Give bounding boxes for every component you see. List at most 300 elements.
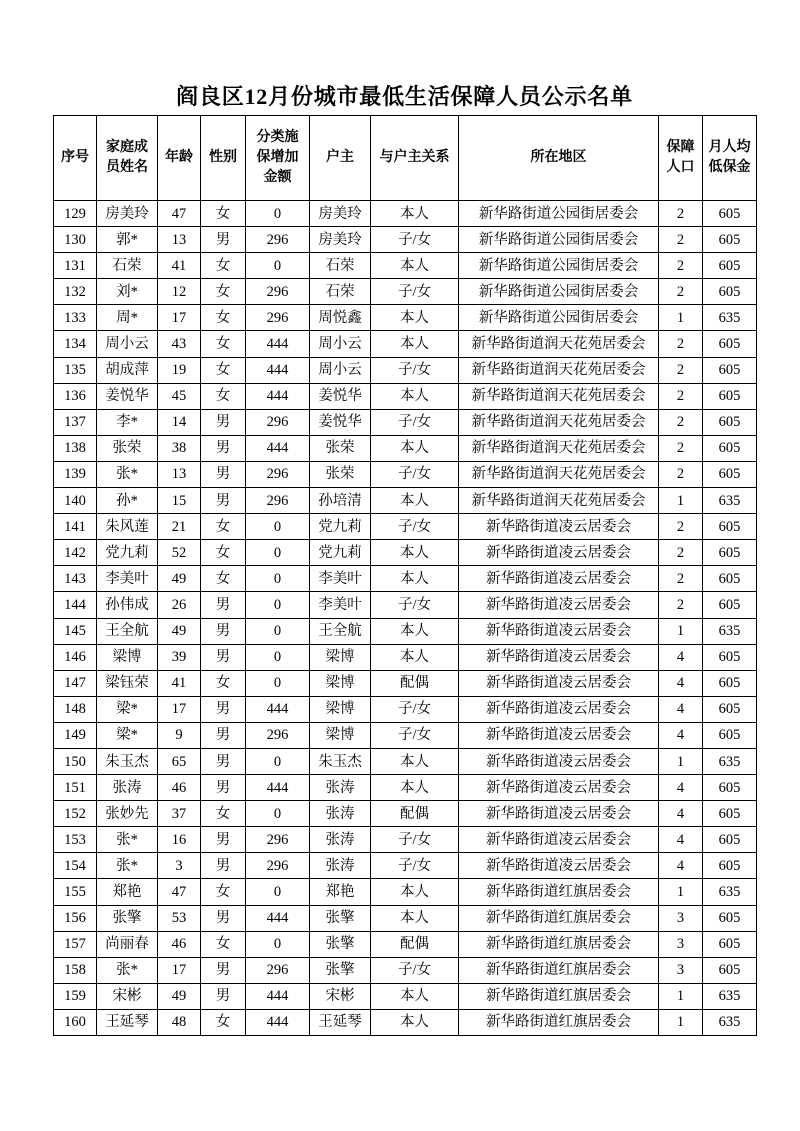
table-row [54, 435, 757, 461]
cell-area: 新华路街道凌云居委会 [459, 827, 659, 853]
header-area [459, 116, 659, 201]
cell-covered-persons: 2 [659, 201, 703, 227]
cell-extra-amount: 296 [246, 279, 310, 305]
cell-relation: 本人 [371, 644, 459, 670]
cell-relation: 子/女 [371, 853, 459, 879]
cell-gender: 男 [201, 722, 246, 748]
cell-area: 新华路街道红旗居委会 [459, 957, 659, 983]
cell-extra-amount: 0 [246, 801, 310, 827]
page-title: 阎良区12月份城市最低生活保障人员公示名单 [176, 84, 633, 109]
cell-gender: 女 [201, 201, 246, 227]
table-row [54, 801, 757, 827]
cell-area: 新华路街道凌云居委会 [459, 514, 659, 540]
cell-gender: 男 [201, 488, 246, 514]
cell-age: 46 [158, 931, 201, 957]
cell-household-head: 房美玲 [310, 201, 371, 227]
cell-gender: 女 [201, 879, 246, 905]
cell-covered-persons: 2 [659, 331, 703, 357]
cell-area: 新华路街道凌云居委会 [459, 801, 659, 827]
cell-relation: 本人 [371, 775, 459, 801]
cell-gender: 男 [201, 827, 246, 853]
cell-relation: 子/女 [371, 279, 459, 305]
cell-relation: 子/女 [371, 514, 459, 540]
cell-relation: 配偶 [371, 670, 459, 696]
cell-household-head: 张涛 [310, 827, 371, 853]
cell-gender: 男 [201, 957, 246, 983]
cell-area: 新华路街道凌云居委会 [459, 618, 659, 644]
cell-monthly-allowance: 605 [703, 957, 757, 983]
cell-age: 37 [158, 801, 201, 827]
cell-gender: 女 [201, 566, 246, 592]
header-extra-amount [246, 116, 310, 201]
header-household-head [310, 116, 371, 201]
cell-relation: 本人 [371, 540, 459, 566]
cell-serial-number: 157 [54, 931, 97, 957]
cell-area: 新华路街道润天花苑居委会 [459, 409, 659, 435]
cell-age: 43 [158, 331, 201, 357]
cell-relation: 子/女 [371, 957, 459, 983]
cell-area: 新华路街道凌云居委会 [459, 670, 659, 696]
cell-monthly-allowance: 605 [703, 775, 757, 801]
cell-covered-persons: 2 [659, 383, 703, 409]
cell-relation: 配偶 [371, 931, 459, 957]
cell-relation: 子/女 [371, 357, 459, 383]
cell-area: 新华路街道公园街居委会 [459, 227, 659, 253]
cell-monthly-allowance: 605 [703, 566, 757, 592]
cell-covered-persons: 2 [659, 514, 703, 540]
cell-relation: 子/女 [371, 827, 459, 853]
cell-gender: 男 [201, 983, 246, 1009]
cell-extra-amount: 0 [246, 931, 310, 957]
cell-member-name: 朱风莲 [97, 514, 158, 540]
cell-covered-persons: 2 [659, 540, 703, 566]
cell-household-head: 党九莉 [310, 540, 371, 566]
cell-extra-amount: 0 [246, 879, 310, 905]
table-row [54, 957, 757, 983]
cell-extra-amount: 0 [246, 514, 310, 540]
cell-gender: 女 [201, 540, 246, 566]
cell-gender: 男 [201, 905, 246, 931]
cell-member-name: 孙* [97, 488, 158, 514]
cell-extra-amount: 296 [246, 409, 310, 435]
cell-member-name: 梁* [97, 722, 158, 748]
cell-monthly-allowance: 605 [703, 514, 757, 540]
cell-serial-number: 149 [54, 722, 97, 748]
cell-age: 48 [158, 1009, 201, 1035]
cell-serial-number: 150 [54, 748, 97, 774]
cell-covered-persons: 2 [659, 592, 703, 618]
cell-extra-amount: 0 [246, 201, 310, 227]
cell-extra-amount: 0 [246, 670, 310, 696]
cell-gender: 男 [201, 409, 246, 435]
cell-household-head: 党九莉 [310, 514, 371, 540]
cell-monthly-allowance: 605 [703, 201, 757, 227]
cell-member-name: 党九莉 [97, 540, 158, 566]
cell-extra-amount: 0 [246, 618, 310, 644]
cell-extra-amount: 296 [246, 827, 310, 853]
cell-member-name: 尚丽春 [97, 931, 158, 957]
cell-extra-amount: 296 [246, 722, 310, 748]
cell-extra-amount: 296 [246, 957, 310, 983]
cell-area: 新华路街道公园街居委会 [459, 253, 659, 279]
cell-relation: 本人 [371, 566, 459, 592]
cell-relation: 本人 [371, 488, 459, 514]
cell-extra-amount: 444 [246, 357, 310, 383]
table-row [54, 722, 757, 748]
cell-gender: 男 [201, 435, 246, 461]
cell-member-name: 张* [97, 957, 158, 983]
cell-age: 15 [158, 488, 201, 514]
cell-member-name: 王全航 [97, 618, 158, 644]
cell-monthly-allowance: 605 [703, 670, 757, 696]
cell-age: 49 [158, 983, 201, 1009]
header-monthly-allowance [703, 116, 757, 201]
cell-relation: 本人 [371, 435, 459, 461]
cell-serial-number: 146 [54, 644, 97, 670]
cell-monthly-allowance: 635 [703, 1009, 757, 1035]
table-row [54, 540, 757, 566]
cell-age: 47 [158, 201, 201, 227]
cell-covered-persons: 2 [659, 566, 703, 592]
table-row [54, 201, 757, 227]
cell-gender: 女 [201, 331, 246, 357]
cell-monthly-allowance: 605 [703, 540, 757, 566]
cell-extra-amount: 0 [246, 592, 310, 618]
table-row [54, 357, 757, 383]
cell-area: 新华路街道润天花苑居委会 [459, 331, 659, 357]
cell-extra-amount: 0 [246, 566, 310, 592]
cell-extra-amount: 296 [246, 305, 310, 331]
cell-area: 新华路街道红旗居委会 [459, 905, 659, 931]
cell-age: 17 [158, 957, 201, 983]
header-gender [201, 116, 246, 201]
cell-age: 65 [158, 748, 201, 774]
cell-monthly-allowance: 605 [703, 696, 757, 722]
cell-member-name: 刘* [97, 279, 158, 305]
cell-age: 47 [158, 879, 201, 905]
cell-member-name: 张* [97, 853, 158, 879]
cell-serial-number: 139 [54, 461, 97, 487]
cell-member-name: 王延琴 [97, 1009, 158, 1035]
table-row [54, 592, 757, 618]
cell-covered-persons: 4 [659, 670, 703, 696]
cell-age: 19 [158, 357, 201, 383]
cell-relation: 本人 [371, 331, 459, 357]
cell-gender: 男 [201, 592, 246, 618]
table-row [54, 227, 757, 253]
cell-member-name: 石荣 [97, 253, 158, 279]
header-label: 所在地区 [530, 150, 587, 165]
cell-monthly-allowance: 635 [703, 305, 757, 331]
cell-age: 53 [158, 905, 201, 931]
table-row [54, 983, 757, 1009]
table-row [54, 566, 757, 592]
cell-area: 新华路街道红旗居委会 [459, 879, 659, 905]
cell-extra-amount: 444 [246, 696, 310, 722]
cell-relation: 子/女 [371, 592, 459, 618]
table-row [54, 279, 757, 305]
cell-extra-amount: 0 [246, 644, 310, 670]
header-label: 月人均低保金 [708, 140, 751, 175]
cell-monthly-allowance: 635 [703, 618, 757, 644]
cell-household-head: 梁博 [310, 696, 371, 722]
cell-relation: 配偶 [371, 801, 459, 827]
cell-age: 49 [158, 566, 201, 592]
cell-covered-persons: 2 [659, 409, 703, 435]
cell-monthly-allowance: 605 [703, 827, 757, 853]
cell-household-head: 姜悦华 [310, 409, 371, 435]
cell-age: 14 [158, 409, 201, 435]
header-label: 与户主关系 [379, 150, 450, 165]
cell-age: 52 [158, 540, 201, 566]
cell-household-head: 张擎 [310, 905, 371, 931]
table-row [54, 670, 757, 696]
cell-serial-number: 154 [54, 853, 97, 879]
cell-serial-number: 155 [54, 879, 97, 905]
cell-monthly-allowance: 605 [703, 279, 757, 305]
cell-age: 13 [158, 461, 201, 487]
cell-extra-amount: 0 [246, 748, 310, 774]
cell-member-name: 姜悦华 [97, 383, 158, 409]
cell-age: 39 [158, 644, 201, 670]
cell-relation: 本人 [371, 305, 459, 331]
table-row [54, 827, 757, 853]
cell-serial-number: 152 [54, 801, 97, 827]
cell-extra-amount: 444 [246, 435, 310, 461]
cell-covered-persons: 4 [659, 722, 703, 748]
cell-household-head: 张涛 [310, 853, 371, 879]
cell-relation: 本人 [371, 618, 459, 644]
cell-extra-amount: 0 [246, 253, 310, 279]
cell-relation: 子/女 [371, 696, 459, 722]
cell-member-name: 房美玲 [97, 201, 158, 227]
cell-age: 17 [158, 305, 201, 331]
cell-covered-persons: 1 [659, 748, 703, 774]
cell-member-name: 张* [97, 827, 158, 853]
cell-monthly-allowance: 605 [703, 253, 757, 279]
cell-covered-persons: 2 [659, 357, 703, 383]
cell-monthly-allowance: 605 [703, 722, 757, 748]
table-row [54, 644, 757, 670]
cell-member-name: 周小云 [97, 331, 158, 357]
cell-serial-number: 133 [54, 305, 97, 331]
cell-household-head: 房美玲 [310, 227, 371, 253]
cell-area: 新华路街道凌云居委会 [459, 540, 659, 566]
cell-area: 新华路街道红旗居委会 [459, 983, 659, 1009]
cell-area: 新华路街道凌云居委会 [459, 775, 659, 801]
cell-gender: 女 [201, 670, 246, 696]
cell-household-head: 张荣 [310, 435, 371, 461]
cell-monthly-allowance: 605 [703, 931, 757, 957]
cell-covered-persons: 2 [659, 253, 703, 279]
cell-member-name: 孙伟成 [97, 592, 158, 618]
cell-household-head: 石荣 [310, 279, 371, 305]
cell-serial-number: 160 [54, 1009, 97, 1035]
cell-area: 新华路街道红旗居委会 [459, 1009, 659, 1035]
cell-member-name: 李* [97, 409, 158, 435]
cell-monthly-allowance: 605 [703, 592, 757, 618]
header-age [158, 116, 201, 201]
cell-serial-number: 129 [54, 201, 97, 227]
cell-member-name: 张妙先 [97, 801, 158, 827]
cell-gender: 男 [201, 644, 246, 670]
cell-household-head: 宋彬 [310, 983, 371, 1009]
cell-relation: 本人 [371, 983, 459, 1009]
cell-household-head: 梁博 [310, 722, 371, 748]
cell-gender: 男 [201, 618, 246, 644]
cell-covered-persons: 4 [659, 827, 703, 853]
cell-household-head: 周悦鑫 [310, 305, 371, 331]
cell-covered-persons: 3 [659, 905, 703, 931]
cell-monthly-allowance: 605 [703, 853, 757, 879]
cell-gender: 女 [201, 357, 246, 383]
cell-serial-number: 137 [54, 409, 97, 435]
cell-serial-number: 130 [54, 227, 97, 253]
cell-serial-number: 153 [54, 827, 97, 853]
cell-serial-number: 159 [54, 983, 97, 1009]
cell-covered-persons: 3 [659, 957, 703, 983]
cell-gender: 女 [201, 931, 246, 957]
cell-area: 新华路街道公园街居委会 [459, 279, 659, 305]
cell-household-head: 周小云 [310, 357, 371, 383]
cell-gender: 男 [201, 853, 246, 879]
cell-covered-persons: 1 [659, 305, 703, 331]
cell-monthly-allowance: 605 [703, 461, 757, 487]
cell-gender: 男 [201, 775, 246, 801]
cell-covered-persons: 4 [659, 775, 703, 801]
cell-area: 新华路街道润天花苑居委会 [459, 383, 659, 409]
table-row [54, 305, 757, 331]
cell-household-head: 石荣 [310, 253, 371, 279]
cell-area: 新华路街道公园街居委会 [459, 305, 659, 331]
cell-monthly-allowance: 605 [703, 801, 757, 827]
header-label: 性别 [209, 150, 237, 165]
cell-monthly-allowance: 635 [703, 879, 757, 905]
cell-gender: 女 [201, 279, 246, 305]
cell-member-name: 郭* [97, 227, 158, 253]
cell-household-head: 李美叶 [310, 592, 371, 618]
cell-household-head: 李美叶 [310, 566, 371, 592]
table-row [54, 409, 757, 435]
cell-covered-persons: 1 [659, 1009, 703, 1035]
cell-serial-number: 136 [54, 383, 97, 409]
cell-monthly-allowance: 635 [703, 488, 757, 514]
cell-area: 新华路街道凌云居委会 [459, 644, 659, 670]
cell-relation: 本人 [371, 383, 459, 409]
cell-household-head: 张擎 [310, 957, 371, 983]
cell-covered-persons: 4 [659, 644, 703, 670]
cell-monthly-allowance: 605 [703, 227, 757, 253]
cell-covered-persons: 4 [659, 853, 703, 879]
cell-member-name: 梁博 [97, 644, 158, 670]
cell-monthly-allowance: 605 [703, 357, 757, 383]
cell-monthly-allowance: 605 [703, 644, 757, 670]
table-row [54, 931, 757, 957]
cell-covered-persons: 2 [659, 227, 703, 253]
table-row [54, 461, 757, 487]
header-label: 保障人口 [666, 140, 695, 175]
cell-covered-persons: 2 [659, 279, 703, 305]
cell-gender: 男 [201, 748, 246, 774]
cell-relation: 子/女 [371, 722, 459, 748]
cell-covered-persons: 4 [659, 696, 703, 722]
cell-relation: 本人 [371, 201, 459, 227]
cell-relation: 本人 [371, 1009, 459, 1035]
cell-gender: 男 [201, 696, 246, 722]
cell-monthly-allowance: 635 [703, 983, 757, 1009]
table-row [54, 618, 757, 644]
cell-relation: 本人 [371, 748, 459, 774]
cell-serial-number: 144 [54, 592, 97, 618]
cell-member-name: 张涛 [97, 775, 158, 801]
cell-household-head: 王全航 [310, 618, 371, 644]
header-label: 年龄 [165, 150, 193, 165]
header-label: 户主 [326, 150, 354, 165]
cell-member-name: 张* [97, 461, 158, 487]
cell-age: 46 [158, 775, 201, 801]
cell-gender: 男 [201, 461, 246, 487]
cell-household-head: 郑艳 [310, 879, 371, 905]
cell-age: 49 [158, 618, 201, 644]
cell-extra-amount: 444 [246, 775, 310, 801]
cell-serial-number: 142 [54, 540, 97, 566]
cell-relation: 本人 [371, 879, 459, 905]
cell-household-head: 周小云 [310, 331, 371, 357]
cell-extra-amount: 444 [246, 905, 310, 931]
cell-serial-number: 151 [54, 775, 97, 801]
cell-monthly-allowance: 605 [703, 409, 757, 435]
cell-serial-number: 135 [54, 357, 97, 383]
cell-age: 13 [158, 227, 201, 253]
cell-monthly-allowance: 605 [703, 905, 757, 931]
cell-serial-number: 138 [54, 435, 97, 461]
cell-age: 12 [158, 279, 201, 305]
cell-relation: 子/女 [371, 409, 459, 435]
cell-relation: 本人 [371, 253, 459, 279]
cell-gender: 女 [201, 253, 246, 279]
cell-household-head: 姜悦华 [310, 383, 371, 409]
cell-serial-number: 140 [54, 488, 97, 514]
cell-age: 45 [158, 383, 201, 409]
cell-extra-amount: 444 [246, 383, 310, 409]
cell-age: 41 [158, 253, 201, 279]
cell-member-name: 宋彬 [97, 983, 158, 1009]
cell-household-head: 王延琴 [310, 1009, 371, 1035]
recipient-table [53, 115, 757, 1036]
cell-covered-persons: 1 [659, 618, 703, 644]
cell-covered-persons: 1 [659, 983, 703, 1009]
cell-member-name: 梁* [97, 696, 158, 722]
table-row [54, 514, 757, 540]
cell-member-name: 周* [97, 305, 158, 331]
header-label: 序号 [61, 150, 89, 165]
cell-age: 16 [158, 827, 201, 853]
cell-age: 41 [158, 670, 201, 696]
cell-monthly-allowance: 605 [703, 435, 757, 461]
cell-member-name: 李美叶 [97, 566, 158, 592]
cell-area: 新华路街道润天花苑居委会 [459, 461, 659, 487]
table-row [54, 696, 757, 722]
cell-serial-number: 132 [54, 279, 97, 305]
cell-serial-number: 143 [54, 566, 97, 592]
table-row [54, 748, 757, 774]
table-row [54, 253, 757, 279]
cell-household-head: 朱玉杰 [310, 748, 371, 774]
cell-extra-amount: 444 [246, 331, 310, 357]
table-row [54, 905, 757, 931]
cell-area: 新华路街道润天花苑居委会 [459, 357, 659, 383]
header-row [54, 116, 757, 201]
